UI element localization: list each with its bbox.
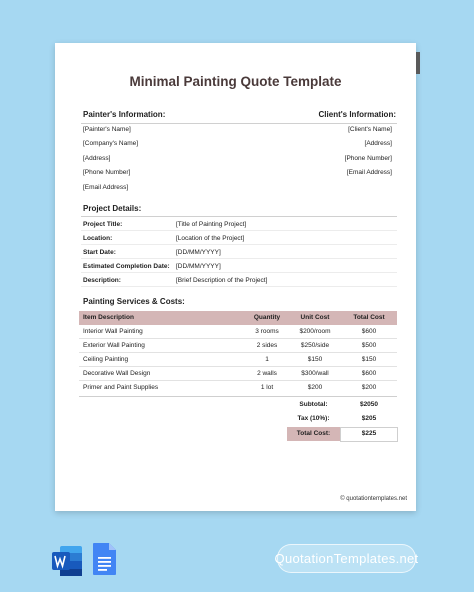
row-total-cost: $150 bbox=[361, 356, 377, 363]
tax-value: $205 bbox=[361, 415, 377, 422]
row-unit-cost: $200/room bbox=[299, 328, 331, 335]
row-unit-cost: $150 bbox=[307, 356, 323, 363]
painter-address: [Address] bbox=[83, 155, 111, 162]
painter-email: [Email Address] bbox=[83, 184, 129, 191]
location-label: Location: bbox=[83, 235, 113, 242]
project-title-value: [Title of Painting Project] bbox=[176, 221, 247, 228]
row-total-cost: $500 bbox=[361, 342, 377, 349]
row-unit-cost: $300/wall bbox=[301, 370, 329, 377]
client-address: [Address] bbox=[364, 140, 392, 147]
row-total-cost: $200 bbox=[361, 384, 377, 391]
client-email: [Email Address] bbox=[346, 169, 392, 176]
client-phone: [Phone Number] bbox=[344, 155, 392, 162]
scrollbar-thumb[interactable] bbox=[416, 52, 420, 74]
row-quantity: 1 bbox=[265, 356, 269, 363]
row-quantity: 2 sides bbox=[256, 342, 278, 349]
quote-document bbox=[55, 43, 416, 511]
subtotal-value: $2050 bbox=[359, 401, 379, 408]
google-docs-icon[interactable] bbox=[92, 542, 117, 576]
subtotal-label: Subtotal: bbox=[299, 401, 328, 408]
divider bbox=[81, 230, 397, 231]
row-item-description: Primer and Paint Supplies bbox=[83, 384, 159, 391]
column-header-item: Item Description bbox=[83, 314, 134, 321]
completion-date-value: [DD/MM/YYYY] bbox=[176, 263, 221, 270]
brand-badge[interactable]: QuotationTemplates.net bbox=[277, 544, 416, 573]
total-cost-value: $225 bbox=[361, 430, 377, 437]
divider bbox=[81, 123, 397, 124]
location-value: [Location of the Project] bbox=[176, 235, 245, 242]
description-value: [Brief Description of the Project] bbox=[176, 277, 268, 284]
row-unit-cost: $200 bbox=[307, 384, 323, 391]
column-header-total-cost: Total Cost bbox=[353, 314, 385, 321]
divider bbox=[79, 380, 397, 381]
painter-company: [Company's Name] bbox=[83, 140, 139, 147]
painter-phone: [Phone Number] bbox=[83, 169, 131, 176]
footer-credit: © quotationtemplates.net bbox=[340, 496, 407, 502]
column-header-unit-cost: Unit Cost bbox=[300, 314, 330, 321]
document-title: Minimal Painting Quote Template bbox=[129, 74, 342, 89]
divider bbox=[79, 396, 397, 397]
row-unit-cost: $250/side bbox=[300, 342, 330, 349]
completion-date-label: Estimated Completion Date: bbox=[83, 263, 170, 270]
divider bbox=[81, 258, 397, 259]
row-item-description: Exterior Wall Painting bbox=[83, 342, 145, 349]
client-name: [Client's Name] bbox=[348, 126, 392, 133]
divider bbox=[79, 366, 397, 367]
row-item-description: Ceiling Painting bbox=[83, 356, 129, 363]
painter-info-heading: Painter's Information: bbox=[83, 110, 166, 119]
start-date-label: Start Date: bbox=[83, 249, 116, 256]
project-title-label: Project Title: bbox=[83, 221, 123, 228]
client-info-heading: Client's Information: bbox=[318, 110, 396, 119]
divider bbox=[81, 286, 397, 287]
total-cost-label: Total Cost: bbox=[296, 430, 331, 437]
divider bbox=[79, 352, 397, 353]
description-label: Description: bbox=[83, 277, 121, 284]
row-item-description: Decorative Wall Design bbox=[83, 370, 151, 377]
row-quantity: 3 rooms bbox=[255, 328, 279, 335]
row-total-cost: $600 bbox=[361, 370, 377, 377]
divider bbox=[81, 216, 397, 217]
divider bbox=[81, 272, 397, 273]
project-details-heading: Project Details: bbox=[83, 204, 142, 213]
row-item-description: Interior Wall Painting bbox=[83, 328, 143, 335]
divider bbox=[79, 338, 397, 339]
start-date-value: [DD/MM/YYYY] bbox=[176, 249, 221, 256]
services-heading: Painting Services & Costs: bbox=[83, 297, 185, 306]
painter-name: [Painter's Name] bbox=[83, 126, 131, 133]
tax-label: Tax (10%): bbox=[297, 415, 330, 422]
row-quantity: 2 walls bbox=[257, 370, 277, 377]
row-total-cost: $600 bbox=[361, 328, 377, 335]
row-quantity: 1 lot bbox=[260, 384, 274, 391]
column-header-quantity: Quantity bbox=[253, 314, 281, 321]
divider bbox=[81, 244, 397, 245]
word-icon[interactable] bbox=[50, 544, 84, 578]
